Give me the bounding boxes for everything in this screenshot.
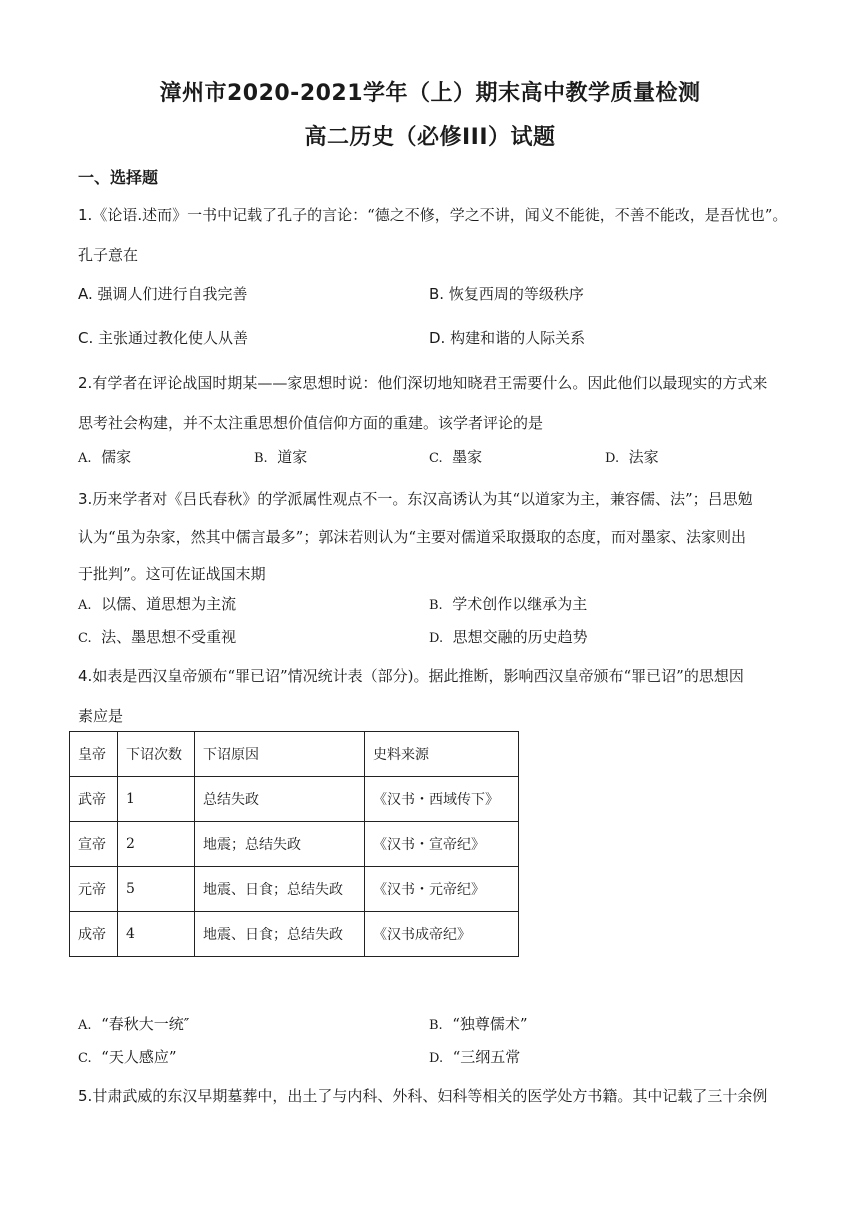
table-cell: 地震、日食；总结失政 bbox=[195, 867, 365, 912]
q4-line2: 素应是 bbox=[78, 707, 124, 725]
q1-option-a-letter: A. bbox=[78, 285, 93, 303]
section-heading: 一、选择题 bbox=[78, 168, 159, 187]
table-header-cell: 史料来源 bbox=[365, 732, 519, 777]
q3-option-c-letter: C. bbox=[78, 631, 92, 646]
q2-option-d-letter: D. bbox=[605, 451, 620, 466]
q1-line2: 孔子意在 bbox=[78, 246, 139, 264]
q4-option-b-letter: B. bbox=[429, 1018, 443, 1033]
q2-option-a-letter: A. bbox=[78, 451, 92, 466]
q1-option-b bbox=[429, 283, 584, 304]
q2-option-c-text: 墨家 bbox=[452, 448, 483, 466]
table-header-row bbox=[70, 732, 519, 777]
q4-number: 4. bbox=[78, 667, 93, 685]
q5-number: 5. bbox=[78, 1087, 93, 1105]
q2-option-b bbox=[254, 446, 307, 467]
q2-line2: 思考社会构建，并不太注重思想价值信仰方面的重建。该学者评论的是 bbox=[78, 414, 544, 432]
q2-option-a-text: 儒家 bbox=[101, 448, 132, 466]
q2-option-c bbox=[429, 446, 482, 467]
q5-stem-1: 甘肃武威的东汉早期墓葬中，出土了与内科、外科、妇科等相关的医学处方书籍。其中记载了三十余例 bbox=[92, 1087, 768, 1105]
edict-statistics-table bbox=[69, 731, 519, 957]
q3-number: 3. bbox=[78, 490, 93, 508]
q3-option-d-letter: D. bbox=[429, 631, 444, 646]
table-cell: 宣帝 bbox=[70, 822, 118, 867]
q2-number: 2. bbox=[78, 374, 93, 392]
q3-line3: 于批判”。这可佐证战国末期 bbox=[78, 565, 266, 583]
table-row bbox=[70, 777, 519, 822]
q3-option-b-text: 学术创作以继承为主 bbox=[452, 595, 588, 613]
q3-line1 bbox=[78, 488, 790, 509]
q3-option-d bbox=[429, 626, 588, 647]
table-cell: 元帝 bbox=[70, 867, 118, 912]
q4-line1 bbox=[78, 665, 790, 686]
q4-option-a-text: “春秋大一统″ bbox=[101, 1015, 190, 1033]
table-row bbox=[70, 867, 519, 912]
table-cell: 1 bbox=[118, 777, 195, 822]
q4-option-d bbox=[429, 1046, 520, 1067]
exam-title-line2: 高二历史（必修III）试题 bbox=[304, 125, 556, 150]
q3-option-b-letter: B. bbox=[429, 598, 443, 613]
q1-option-b-letter: B. bbox=[429, 285, 445, 303]
q3-option-c-text: 法、墨思想不受重视 bbox=[101, 628, 237, 646]
q1-option-c-text: 主张通过教化使人从善 bbox=[98, 329, 249, 347]
q2-option-c-letter: C. bbox=[429, 451, 443, 466]
table-cell: 5 bbox=[118, 867, 195, 912]
q2-option-d bbox=[605, 446, 659, 467]
table-cell: 《汉书・西域传下》 bbox=[365, 777, 519, 822]
q4-option-c-text: “天人感应” bbox=[101, 1048, 177, 1066]
table-header-cell: 下诏次数 bbox=[118, 732, 195, 777]
table-header-cell: 皇帝 bbox=[70, 732, 118, 777]
q1-option-a bbox=[78, 283, 248, 304]
q2-option-a bbox=[78, 446, 131, 467]
table-cell: 地震；总结失政 bbox=[195, 822, 365, 867]
q1-option-b-text: 恢复西周的等级秩序 bbox=[448, 285, 584, 303]
q3-option-a-letter: A. bbox=[78, 598, 92, 613]
q1-option-d-text: 构建和谐的人际关系 bbox=[450, 329, 586, 347]
q4-option-d-letter: D. bbox=[429, 1051, 444, 1066]
q4-option-a bbox=[78, 1013, 189, 1034]
table-cell: 成帝 bbox=[70, 912, 118, 957]
table-cell: 《汉书・元帝纪》 bbox=[365, 867, 519, 912]
q4-option-b-text: “独尊儒术” bbox=[452, 1015, 528, 1033]
table-cell: 地震、日食；总结失政 bbox=[195, 912, 365, 957]
q1-stem-1: 《论语.述而》一书中记载了孔子的言论：“德之不修，学之不讲，闻义不能徙，不善不能改，是吾忧也”。 bbox=[92, 206, 788, 224]
q1-number: 1. bbox=[78, 206, 93, 224]
q4-option-c-letter: C. bbox=[78, 1051, 92, 1066]
q4-option-c bbox=[78, 1046, 177, 1067]
q2-option-d-text: 法家 bbox=[628, 448, 659, 466]
q3-stem-1: 历来学者对《吕氏春秋》的学派属性观点不一。东汉高诱认为其“以道家为主，兼容儒、法”；吕思勉 bbox=[92, 490, 753, 508]
table-cell: 《汉书成帝纪》 bbox=[365, 912, 519, 957]
q3-option-d-text: 思想交融的历史趋势 bbox=[452, 628, 588, 646]
q2-stem-1: 有学者在评论战国时期某——家思想时说：他们深切地知晓君王需要什么。因此他们以最现实的方式来 bbox=[92, 374, 768, 392]
q4-stem-1: 如表是西汉皇帝颁布“罪已诏”情况统计表（部分)。据此推断，影响西汉皇帝颁布“罪已诏”的思想因 bbox=[92, 667, 744, 685]
exam-title-line1: 漳州市2020-2021学年（上）期末高中教学质量检测 bbox=[159, 81, 701, 106]
table-row bbox=[70, 912, 519, 957]
table-cell: 武帝 bbox=[70, 777, 118, 822]
table-row bbox=[70, 822, 519, 867]
q3-option-b bbox=[429, 593, 587, 614]
q3-option-c bbox=[78, 626, 236, 647]
q1-line1 bbox=[78, 204, 790, 225]
table-cell: 《汉书・宣帝纪》 bbox=[365, 822, 519, 867]
q1-option-d-letter: D. bbox=[429, 329, 446, 347]
q1-option-c bbox=[78, 327, 248, 348]
q1-option-c-letter: C. bbox=[78, 329, 94, 347]
q5-line1 bbox=[78, 1085, 790, 1106]
q2-option-b-letter: B. bbox=[254, 451, 268, 466]
table-cell: 2 bbox=[118, 822, 195, 867]
table-cell: 总结失政 bbox=[195, 777, 365, 822]
q4-option-a-letter: A. bbox=[78, 1018, 92, 1033]
q2-line1 bbox=[78, 372, 790, 393]
table-header-cell: 下诏原因 bbox=[195, 732, 365, 777]
q2-option-b-text: 道家 bbox=[277, 448, 308, 466]
q1-option-a-text: 强调人们进行自我完善 bbox=[97, 285, 248, 303]
q4-option-d-text: “三纲五常 bbox=[452, 1048, 521, 1066]
q4-option-b bbox=[429, 1013, 528, 1034]
q3-line2: 认为“虽为杂家，然其中儒言最多”；郭沫若则认为“主要对儒道采取摄取的态度，而对墨家、法家则出 bbox=[78, 528, 747, 546]
table-cell: 4 bbox=[118, 912, 195, 957]
q3-option-a bbox=[78, 593, 236, 614]
q3-option-a-text: 以儒、道思想为主流 bbox=[101, 595, 237, 613]
q1-option-d bbox=[429, 327, 585, 348]
